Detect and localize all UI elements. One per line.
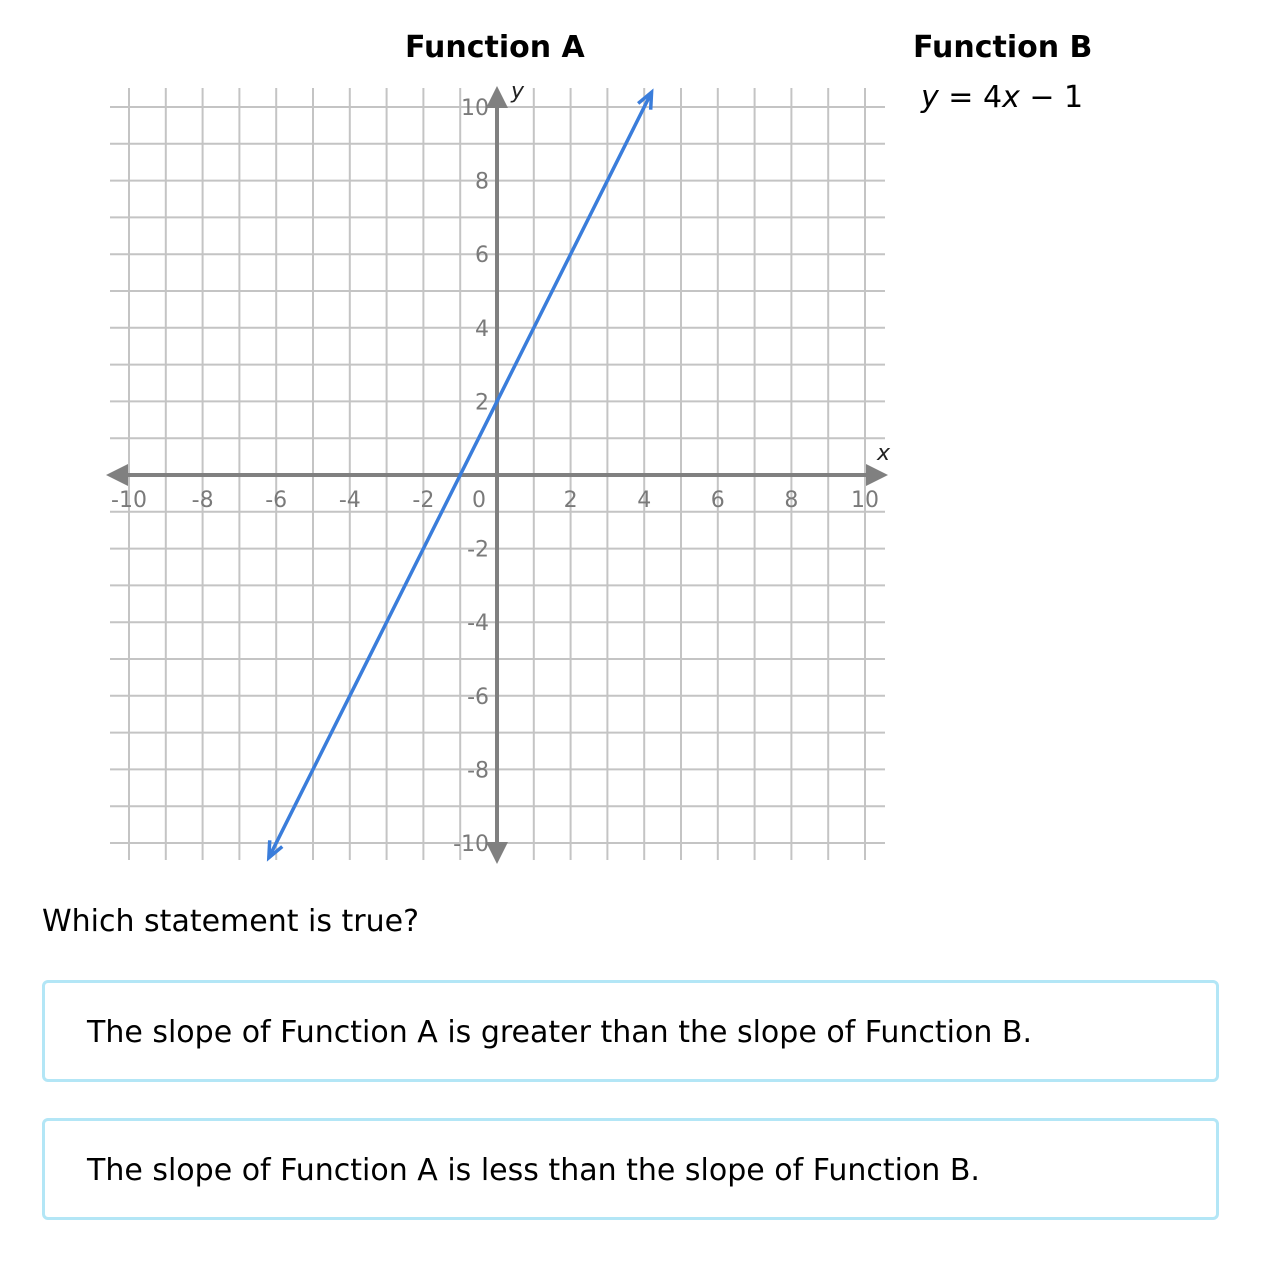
y-tick-label: 2 [475, 390, 489, 416]
y-tick-label: -6 [467, 684, 489, 710]
x-tick-label: 2 [563, 488, 578, 513]
x-tick-label: 10 [851, 488, 879, 513]
y-axis-arrow-up [486, 86, 508, 108]
y-tick-label: 6 [475, 243, 489, 269]
equation-constant: − 1 [1019, 80, 1084, 115]
y-axis-arrow-down [486, 842, 508, 864]
y-tick-label: 10 [461, 96, 489, 121]
function-a-title: Function A [405, 30, 585, 65]
y-tick-label: -8 [467, 758, 489, 784]
x-tick-label: 4 [637, 488, 652, 513]
answer-choice-label: The slope of Function A is less than the slope of Function B. [87, 1153, 980, 1188]
equation-coefficient: = 4 [938, 80, 1003, 115]
x-axis-arrow-left [106, 464, 128, 486]
x-axis-arrow-right [866, 464, 888, 486]
x-tick-label: -10 [111, 488, 147, 513]
function-b-title: Function B [913, 30, 1093, 65]
x-tick-label: -8 [191, 488, 214, 513]
answer-choice-greater[interactable] [42, 980, 1219, 1082]
y-tick-label: 4 [475, 316, 489, 342]
function-b-equation [921, 78, 1083, 118]
x-tick-label: -2 [412, 488, 435, 513]
x-tick-label: -4 [338, 488, 361, 513]
function-a-graph [0, 0, 900, 880]
x-tick-label: 8 [784, 488, 799, 513]
equation-x: x [1002, 80, 1020, 115]
x-axis-label: x [877, 441, 891, 466]
y-tick-label: 8 [475, 169, 489, 195]
equation-y: y [921, 80, 939, 115]
answer-choice-label: The slope of Function A is greater than the slope of Function B. [87, 1015, 1033, 1050]
y-tick-label: -2 [467, 537, 489, 563]
y-tick-label: -10 [453, 832, 489, 857]
answer-choice-less[interactable] [42, 1118, 1219, 1220]
question-text: Which statement is true? [42, 904, 420, 939]
y-tick-label: -4 [467, 611, 489, 637]
y-axis-label: y [511, 79, 525, 104]
x-tick-label: -6 [265, 488, 288, 513]
x-tick-label: 6 [710, 488, 725, 513]
x-tick-label: 0 [472, 488, 486, 513]
